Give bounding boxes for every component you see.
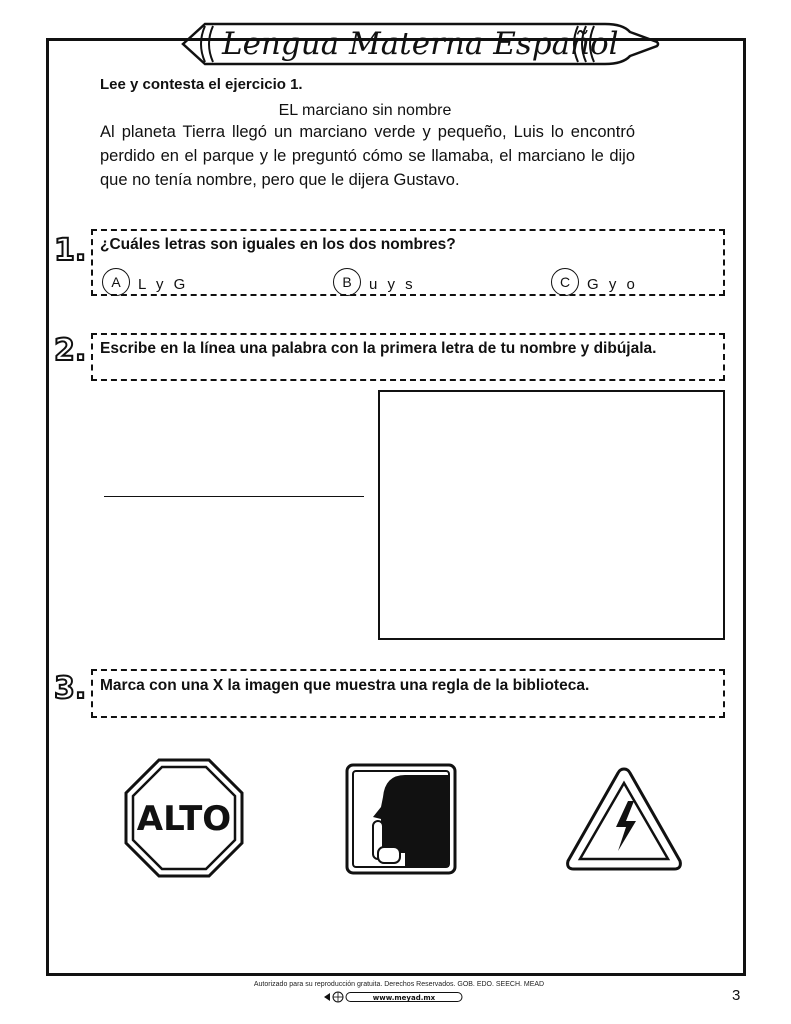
question-1-text: ¿Cuáles letras son iguales en los dos nombres?	[100, 236, 456, 253]
silence-sign-icon[interactable]	[345, 763, 457, 875]
drawing-box[interactable]	[378, 390, 725, 640]
option-b-circle[interactable]: B	[333, 268, 361, 296]
question-number-2	[52, 332, 86, 366]
option-a-circle[interactable]: A	[102, 268, 130, 296]
page-number: 3	[732, 987, 741, 1004]
reading-instruction: Lee y contesta el ejercicio 1.	[100, 76, 303, 93]
answer-line[interactable]	[104, 496, 364, 497]
stop-sign-icon[interactable]	[124, 758, 244, 878]
option-b-label: u y s	[369, 276, 416, 293]
page-title: Lengua Materna Español	[222, 26, 619, 62]
question-number-1-label: 1.	[54, 233, 86, 266]
question-number-3	[52, 670, 86, 704]
footer-note: Autorizado para su reproducción gratuita. Derechos Reservados. GOB. EDO. SEECH. MEAD	[253, 981, 545, 988]
story-title: EL marciano sin nombre	[278, 102, 452, 119]
option-a-label: L y G	[138, 276, 189, 293]
option-c-label: G y o	[587, 276, 638, 293]
question-3-text: Marca con una X la imagen que muestra una regla de la biblioteca.	[100, 677, 590, 694]
footer-url-badge[interactable]	[322, 991, 464, 1003]
question-number-2-label: 2.	[54, 333, 86, 366]
high-voltage-sign-icon[interactable]	[564, 765, 684, 873]
story-text: Al planeta Tierra llegó un marciano verde y pequeño, Luis lo encontró perdido en el parque y le preguntó cómo se llamaba, el marciano le dijo que no tenía nombre, pero que le dijera Gustavo.	[100, 123, 635, 189]
question-number-3-label: 3.	[54, 671, 86, 704]
question-2-text: Escribe en la línea una palabra con la primera letra de tu nombre y dibújala.	[100, 340, 657, 357]
footer-url-text: www.meyad.mx	[372, 994, 436, 1002]
stop-sign-text: ALTO	[136, 799, 232, 839]
option-c-circle[interactable]: C	[551, 268, 579, 296]
question-number-1	[52, 232, 86, 266]
